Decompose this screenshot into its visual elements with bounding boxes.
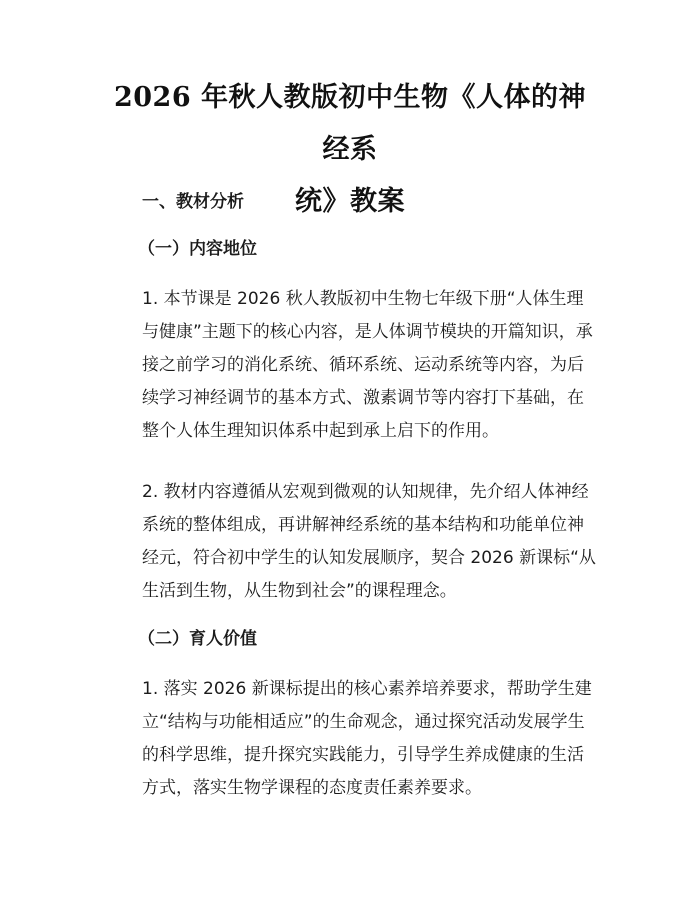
- paragraph-content-position-2: 2. 教材内容遵循从宏观到微观的认知规律，先介绍人体神经系统的整体组成，再讲解神经系统的基本结构和功能单位神经元，符合初中学生的认知发展顺序，契合 2026 新课标“从生活到生物，从生物到社会”的课程理念。: [142, 482, 596, 601]
- document-title-line-1: 2026 年秋人教版初中生物《人体的神经系: [113, 82, 587, 165]
- paragraph-content-position-1: 1. 本节课是 2026 秋人教版初中生物七年级下册“人体生理与健康”主题下的核心内容，是人体调节模块的开篇知识，承接之前学习的消化系统、循环系统、运动系统等内容，为后续学习神经调节的基本方式、激素调节等内容打下基础，在整个人体生理知识体系中起到承上启下的作用。: [142, 289, 593, 441]
- paragraph-educational-value-1: 1. 落实 2026 新课标提出的核心素养培养要求，帮助学生建立“结构与功能相适应”的生命观念，通过探究活动发展学生的科学思维，提升探究实践能力，引导学生养成健康的生活方式，落实生物学课程的态度责任素养要求。: [142, 679, 592, 798]
- section-heading-teaching-material-analysis: 一、教材分析: [142, 192, 244, 212]
- subsection-heading-educational-value: （二）育人价值: [138, 629, 257, 649]
- subsection-heading-content-position: （一）内容地位: [138, 239, 257, 259]
- document-title-line-2: 统》教案: [295, 186, 405, 217]
